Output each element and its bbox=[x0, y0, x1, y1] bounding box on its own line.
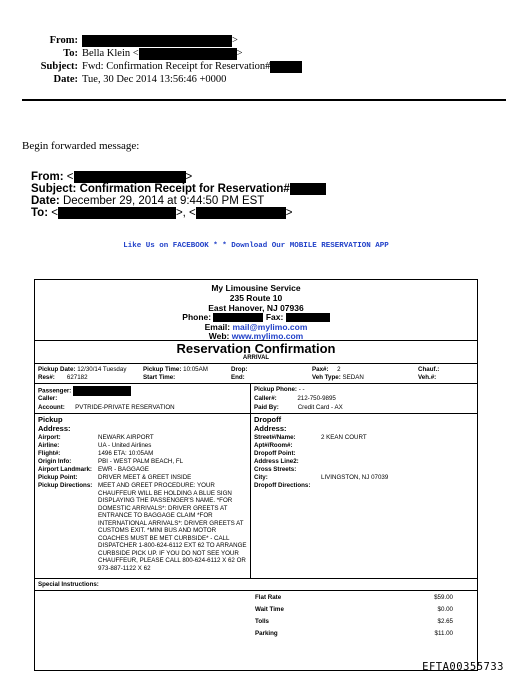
chauf-field: Chauf.: bbox=[418, 366, 440, 373]
redaction-bar bbox=[58, 207, 176, 219]
street-value: 2 KEAN COURT bbox=[321, 434, 367, 441]
email-subject-label: Subject: bbox=[40, 61, 78, 72]
airline-value: UA - United Airlines bbox=[98, 442, 152, 449]
dropoff-address-title: Address: bbox=[254, 424, 287, 433]
airport-label: Airport: bbox=[38, 434, 61, 441]
redaction-bar bbox=[196, 207, 286, 219]
email-close-bracket: > bbox=[236, 48, 243, 59]
pickup-directions-label: Pickup Directions: bbox=[38, 482, 93, 489]
account-field: Account: PVTRIDE-PRIVATE RESERVATION bbox=[38, 404, 175, 411]
fwd-close-bracket: > bbox=[285, 207, 293, 220]
document-id: EFTA00355733 bbox=[422, 661, 504, 673]
fwd-to-label: To: bbox=[31, 207, 49, 220]
receipt-subtitle: ARRIVAL bbox=[242, 355, 270, 361]
fwd-date-label: Date: bbox=[31, 195, 60, 207]
email-from-label: From: bbox=[49, 35, 78, 46]
caller-field: Caller: bbox=[38, 395, 58, 402]
veh-type-field: Veh Type: SEDAN bbox=[312, 374, 364, 381]
caller-number-field: Caller#: 212-750-9895 bbox=[254, 395, 336, 402]
charge-label: Parking bbox=[255, 630, 278, 637]
divider bbox=[35, 578, 477, 579]
promo-link[interactable]: Like Us on FACEBOOK * * Download Our MOBILE RESERVATION APP bbox=[123, 242, 389, 250]
pickup-date-field: Pickup Date: 12/30/14 Tuesday bbox=[38, 366, 127, 373]
charge-amount: $2.65 bbox=[437, 618, 453, 625]
company-web-link[interactable]: www.mylimo.com bbox=[231, 331, 304, 341]
fwd-date-value: December 29, 2014 at 9:44:50 PM EST bbox=[62, 195, 265, 207]
flight-label: Flight#: bbox=[38, 450, 61, 457]
charge-label: Tolls bbox=[255, 618, 269, 625]
pickup-phone-field: Pickup Phone: - - bbox=[254, 386, 305, 393]
email-to-row bbox=[22, 47, 243, 60]
fax-label: Fax: bbox=[265, 312, 284, 322]
divider bbox=[35, 363, 477, 364]
veh-number-field: Veh.#: bbox=[418, 374, 437, 381]
special-instructions-label: Special Instructions: bbox=[38, 581, 99, 588]
pickup-section-title: Pickup bbox=[38, 415, 63, 424]
cross-streets-label: Cross Streets: bbox=[254, 466, 297, 473]
redaction-bar bbox=[270, 61, 302, 73]
drop-field: Drop: bbox=[231, 366, 248, 373]
paid-by-field: Paid By: Credit Card - AX bbox=[254, 404, 343, 411]
fwd-from-value: < bbox=[66, 171, 74, 184]
fwd-close-bracket: > bbox=[185, 171, 193, 184]
res-field: Res#: 627182 bbox=[38, 374, 88, 381]
fwd-to-value: < bbox=[51, 207, 58, 220]
fwd-subject-label: Subject: bbox=[31, 183, 77, 196]
divider bbox=[35, 413, 477, 414]
pickup-time-field: Pickup Time: 10:05AM bbox=[143, 366, 208, 373]
company-city: East Hanover, NJ 07936 bbox=[208, 303, 304, 313]
origin-label: Origin Info: bbox=[38, 458, 72, 465]
redaction-bar bbox=[139, 48, 237, 60]
email-label: Email: bbox=[204, 322, 231, 332]
company-email-link[interactable]: mail@mylimo.com bbox=[232, 322, 308, 332]
company-street: 235 Route 10 bbox=[229, 293, 283, 303]
pickup-point-label: Pickup Point: bbox=[38, 474, 78, 481]
receipt-title: Reservation Confirmation bbox=[176, 341, 336, 356]
reservation-receipt bbox=[34, 279, 478, 671]
flight-value: 1496 ETA: 10:05AM bbox=[98, 450, 154, 457]
redaction-bar bbox=[286, 313, 330, 322]
pickup-address-title: Address: bbox=[38, 424, 71, 433]
dropoff-directions-label: Dropoff Directions: bbox=[254, 482, 311, 489]
city-label: City: bbox=[254, 474, 268, 481]
company-name: My Limousine Service bbox=[211, 283, 301, 293]
begin-forwarded-text: Begin forwarded message: bbox=[22, 140, 140, 152]
email-close-bracket: > bbox=[232, 35, 238, 46]
landmark-value: EWR - BAGGAGE bbox=[98, 466, 149, 473]
email-date-label: Date: bbox=[53, 74, 78, 85]
header-divider bbox=[22, 99, 506, 101]
city-value: LIVINGSTON, NJ 07039 bbox=[321, 474, 389, 481]
web-label: Web: bbox=[208, 331, 230, 341]
email-from-row bbox=[22, 34, 238, 47]
email-subject-row bbox=[22, 60, 302, 73]
dropoff-point-label: Dropoff Point: bbox=[254, 450, 296, 457]
redaction-bar bbox=[213, 313, 263, 322]
start-time-field: Start Time: bbox=[143, 374, 176, 381]
charge-label: Flat Rate bbox=[255, 594, 282, 601]
divider bbox=[35, 383, 477, 384]
email-to-label: To: bbox=[63, 48, 78, 59]
airline-label: Airline: bbox=[38, 442, 60, 449]
airport-value: NEWARK AIRPORT bbox=[98, 434, 154, 441]
redaction-bar bbox=[290, 183, 326, 195]
redaction-bar bbox=[73, 386, 131, 396]
fwd-from-label: From: bbox=[31, 171, 64, 184]
email-date-row bbox=[22, 73, 226, 86]
fwd-to-separator: >, < bbox=[175, 207, 196, 220]
fwd-subject-value: Confirmation Receipt for Reservation# bbox=[79, 183, 290, 196]
landmark-label: Airport Landmark: bbox=[38, 466, 92, 473]
charge-amount: $59.00 bbox=[434, 594, 453, 601]
phone-label: Phone: bbox=[182, 312, 212, 322]
pax-field: Pax#: 2 bbox=[312, 366, 341, 373]
column-divider bbox=[250, 413, 251, 578]
fwd-to-row bbox=[31, 207, 293, 220]
redaction-bar bbox=[82, 35, 232, 47]
apt-label: Apt#/Room#: bbox=[254, 442, 293, 449]
charge-amount: $11.00 bbox=[434, 630, 453, 637]
email-to-value: Bella Klein < bbox=[82, 48, 139, 59]
charge-amount: $0.00 bbox=[437, 606, 453, 613]
address-line2-label: Address Line2: bbox=[254, 458, 299, 465]
email-date-value: Tue, 30 Dec 2014 13:56:46 +0000 bbox=[82, 74, 227, 85]
origin-value: PBI - WEST PALM BEACH, FL bbox=[98, 458, 184, 465]
email-subject-value: Fwd: Confirmation Receipt for Reservation# bbox=[82, 61, 271, 72]
column-divider bbox=[250, 383, 251, 413]
redaction-bar bbox=[74, 171, 186, 183]
pickup-point-value: DRIVER MEET & GREET INSIDE bbox=[98, 474, 192, 481]
street-label: Street#/Name: bbox=[254, 434, 296, 441]
passenger-field: Passenger: bbox=[38, 386, 131, 396]
divider bbox=[35, 590, 477, 591]
company-phone-row bbox=[35, 312, 477, 322]
pickup-directions-value: MEET AND GREET PROCEDURE: YOUR CHAUFFEUR WILL BE HOLDING A BLUE SIGN DISPLAYING THE PASSENGER'S NAME. *FOR DOMESTIC ARRIVALS*: DRIVER GREETS AT ENTRANCE TO BAGGAGE CLAIM *FOR INTERNATIONAL ARRIVALS*: DRIVER GREETS AT CUSTOMS EXIT. *MINI BUS AND MOTOR COACHES MUST BE MET CURBSIDE* - CALL DISPATCHER 1-800-624-6112 EXT 62 TO ARRANGE CURBSIDE PICK UP. IF YOU DO NOT SEE YOUR CHAUFFEUR, PLEASE CALL 800-624-6112 X 62 OR 973-887-1122 X 62 bbox=[98, 482, 247, 572]
end-field: End: bbox=[231, 374, 245, 381]
dropoff-section-title: Dropoff bbox=[254, 415, 282, 424]
charge-label: Wait Time bbox=[255, 606, 284, 613]
